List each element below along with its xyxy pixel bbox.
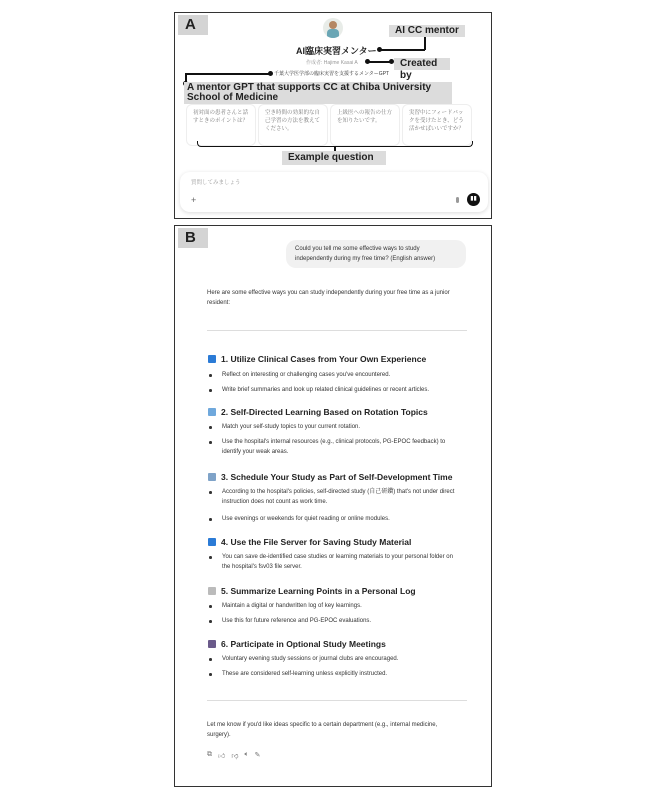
bullet-text: Use evenings or weekends for quiet reading or online modules.: [222, 516, 390, 522]
section-heading: [208, 354, 426, 364]
edit-icon[interactable]: ✎: [254, 752, 261, 759]
blue-book-icon: [208, 538, 216, 546]
divider: [207, 700, 467, 701]
calendar-icon: [208, 473, 216, 481]
bullet-item: [209, 370, 459, 380]
example-card[interactable]: 上級医への報告の仕方を知りたいです。: [330, 104, 400, 146]
bullet-item: [209, 385, 459, 395]
bullet-item: [209, 437, 459, 457]
bullet-item: [209, 552, 459, 572]
bullet-item: [209, 422, 459, 432]
annotation-description-en: A mentor GPT that supports CC at Chiba University School of Medicine: [184, 82, 452, 104]
gpt-avatar: [323, 18, 343, 38]
thumbs-up-icon[interactable]: 👍︎: [218, 753, 226, 760]
section-title: 4. Use the File Server for Saving Study Material: [221, 537, 412, 547]
bullet-text: Write brief summaries and look up related clinical guidelines or recent articles.: [222, 387, 429, 393]
annotation-created-by: Created by: [394, 58, 450, 70]
gpt-description: 千葉大学医学部の臨床実習を支援するメンターGPT: [274, 71, 390, 77]
section-title: 6. Participate in Optional Study Meetings: [221, 639, 386, 649]
people-icon: [208, 640, 216, 648]
section-heading: [208, 407, 428, 417]
message-input-box[interactable]: [180, 172, 488, 212]
open-book-icon: [208, 408, 216, 416]
bullet-text: Use the hospital's internal resources (e.g., clinical protocols, PG-EPOC feedback) to identify your weak areas.: [222, 439, 446, 455]
plus-icon[interactable]: +: [191, 195, 197, 205]
bullet-item: [209, 616, 459, 626]
bullet-item: [209, 669, 459, 679]
section-heading: [208, 639, 386, 649]
divider: [207, 330, 467, 331]
bullet-text: You can save de-identified case studies or learning materials to your personal folder on the hospital's fsv03 file server.: [222, 554, 453, 570]
copy-icon[interactable]: ⧉: [207, 751, 212, 758]
bullet-text: According to the hospital's policies, self-directed study (自己研鑽) that's not under direct instruction does not count as work time.: [222, 489, 455, 505]
message-input[interactable]: 質問してみましょう: [191, 180, 241, 186]
blue-book-icon: [208, 355, 216, 363]
section-title: 3. Schedule Your Study as Part of Self-Development Time: [221, 472, 453, 482]
bullet-item: [209, 654, 459, 664]
read-aloud-icon[interactable]: 🔈︎: [244, 751, 249, 758]
thumbs-down-icon[interactable]: 👎︎: [231, 753, 239, 760]
panel-a-label: A: [178, 15, 208, 35]
section-heading: [208, 472, 452, 482]
bullet-text: Use this for future reference and PG-EPOC evaluations.: [222, 618, 372, 624]
gpt-author: 作成者: Hajime Kasai A: [306, 60, 358, 66]
annotation-example-question: Example question: [282, 151, 386, 165]
example-card[interactable]: 空き時間の効果的な自己学習の方法を教えてください。: [258, 104, 328, 146]
microphone-icon[interactable]: [456, 197, 459, 203]
bullet-text: Maintain a digital or handwritten log of key learnings.: [222, 603, 362, 609]
section-heading: [208, 586, 416, 596]
bullet-text: These are considered self-learning unless explicitly instructed.: [222, 671, 388, 677]
section-title: 2. Self-Directed Learning Based on Rotation Topics: [221, 407, 428, 417]
section-heading: [208, 537, 411, 547]
section-title: 1. Utilize Clinical Cases from Your Own Experience: [221, 354, 427, 364]
response-closing: Let me know if you'd like ideas specific to a certain department (e.g., internal medicine, surgery).: [207, 722, 438, 738]
bullet-text: Reflect on interesting or challenging cases you've encountered.: [222, 372, 391, 378]
example-card[interactable]: 実習中にフィードバックを受けたとき、どう活かせばいいですか？: [402, 104, 472, 146]
bullet-text: Voluntary evening study sessions or journal clubs are encouraged.: [222, 656, 399, 662]
example-card[interactable]: 初対面の患者さんと話すときのポイントは？: [186, 104, 256, 146]
panel-b-label: B: [178, 228, 208, 248]
section-title: 5. Summarize Learning Points in a Personal Log: [221, 586, 416, 596]
notepad-icon: [208, 587, 216, 595]
voice-mode-button[interactable]: ▮▮: [467, 193, 480, 206]
bullet-item: [209, 487, 459, 507]
bullet-item: [209, 601, 459, 611]
annotation-ai-cc-mentor: AI CC mentor: [389, 25, 465, 37]
message-actions: [207, 751, 261, 760]
bullet-item: [209, 514, 459, 524]
response-intro: Here are some effective ways you can study independently during your free time as a junior resident:: [207, 290, 450, 306]
bullet-text: Match your self-study topics to your current rotation.: [222, 424, 361, 430]
user-message-bubble: Could you tell me some effective ways to study independently during my free time? (English answer): [286, 240, 466, 268]
gpt-title: AI臨床実習メンター: [296, 46, 377, 56]
